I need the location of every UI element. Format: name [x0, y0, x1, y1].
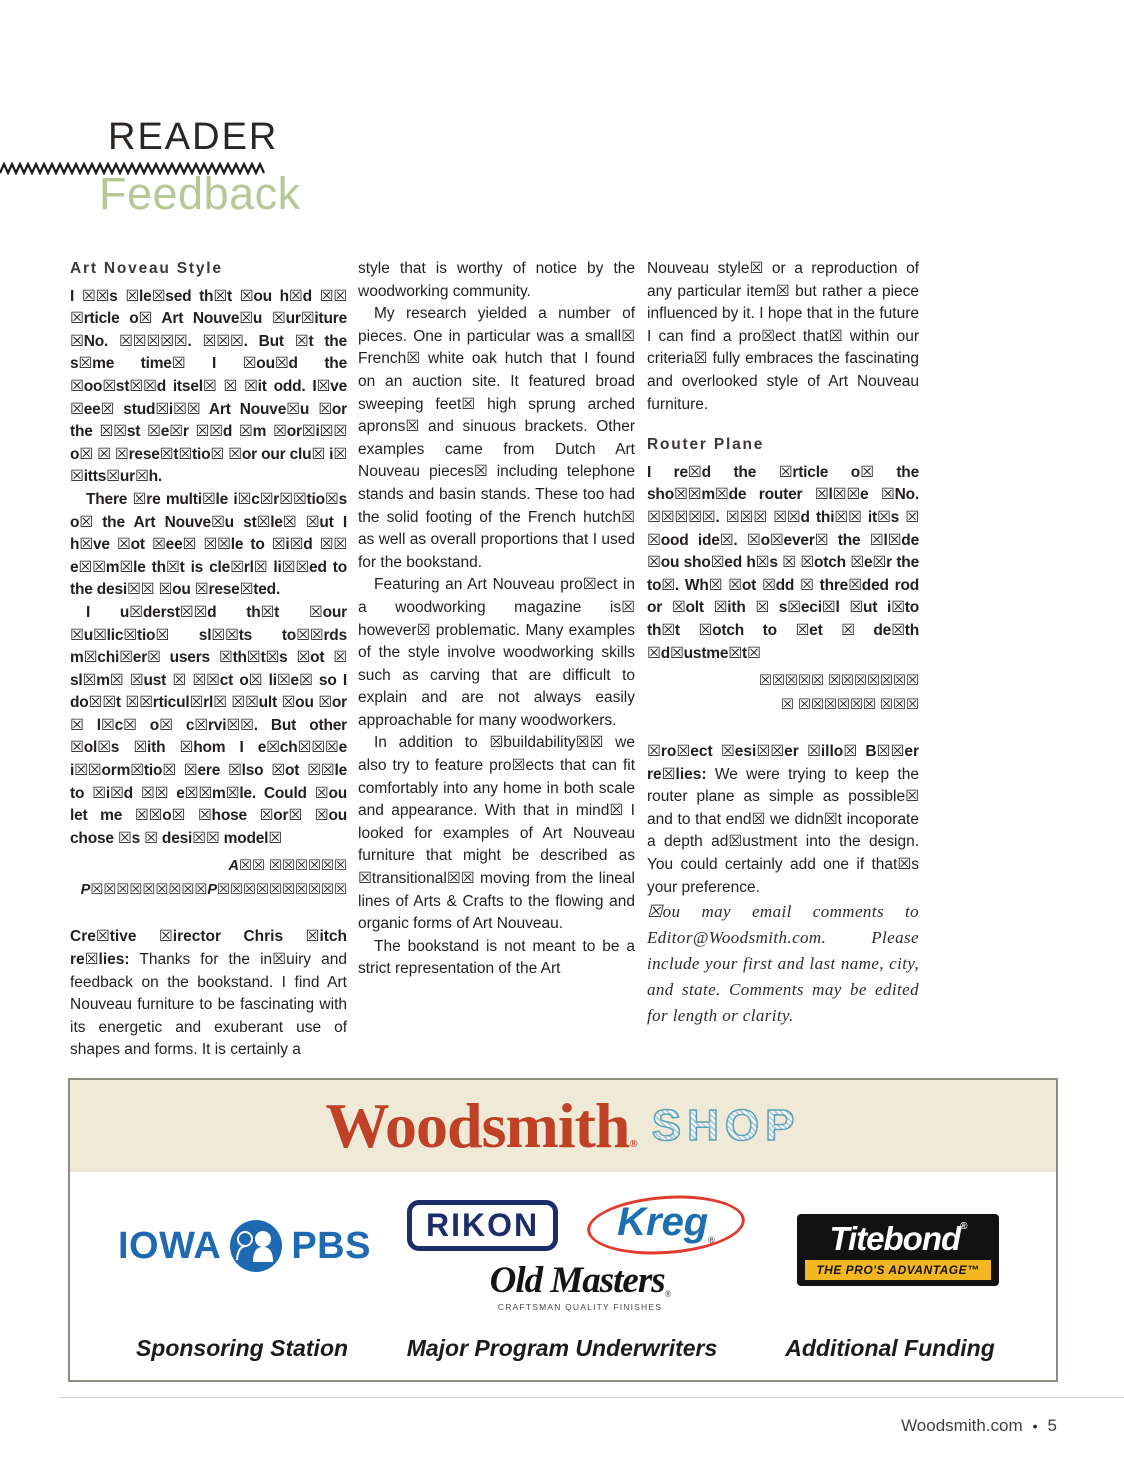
iowa-logo-text: IOWA — [118, 1224, 222, 1267]
editor-email-note: ☒ou may email comments to Editor@Woodsmith.com. Please include your first and last name, city, and state. Comments may be edited for length or clarity. — [647, 902, 919, 1026]
signature-line: P☒☒☒☒☒☒☒☒☒P☒☒☒☒☒☒☒☒☒☒ — [80, 882, 347, 899]
signature-line: A☒☒ ☒☒☒☒☒☒ — [228, 858, 347, 875]
reply-paragraph: style that is worthy of notice by the woodworking community. — [358, 260, 635, 300]
reply-paragraph: My research yielded a number of pieces. One in particular was a small☒ French☒ white oak hutch that I found on an auction site. It featured broad sweeping feet☒ high sprung arched aprons☒ and sinuous brackets. Other examples came from Dutch Art Nouveau pieces☒ including telephone stands and basin stands. These too had the solid footing of the French hutch☒ as well as overall proportions that I used for the bookstand. — [358, 305, 635, 571]
reply-lead: Cre☒tive ☒irector Chris ☒itch re☒lies: — [70, 928, 347, 969]
titebond-logo-text: Titebond — [829, 1220, 961, 1257]
registered-mark-icon: ® — [708, 1235, 715, 1245]
woodsmith-logo — [325, 1090, 638, 1161]
reply-body: We were trying to keep the router plane as simple as possible☒ and to that end☒ we didn☒t incoporate a depth ad☒ustment into the design. You could certainly add one if that☒s your preference. — [647, 765, 919, 896]
signature-line: ☒☒☒☒☒ ☒☒☒☒☒☒☒ — [758, 673, 919, 690]
footer-rule — [60, 1397, 1124, 1398]
editor-reply — [70, 926, 347, 1062]
titebond-tagline: THE PRO'S ADVANTAGE™ — [805, 1260, 991, 1280]
column-2 — [358, 258, 635, 981]
section-kicker: READER — [108, 116, 279, 158]
iowa-pbs-logo — [118, 1220, 371, 1272]
woodsmith-logo-text: Woodsmith — [325, 1090, 630, 1161]
letter-paragraph: I ☒☒s ☒le☒sed th☒t ☒ou h☒d ☒☒ ☒rticle o☒ Art Nouve☒u ☒ur☒iture ☒No. ☒☒☒☒☒. ☒☒☒. But ☒t the s☒me time☒ I ☒ou☒d the ☒oo☒st☒☒d itsel☒ ☒ ☒it odd. I☒ve ☒ee☒ stud☒i☒☒ Art Nouve☒u ☒or the ☒☒st ☒e☒r ☒☒d ☒m ☒or☒i☒☒ o☒ ☒ ☒rese☒t☒tio☒ ☒or our clu☒ i☒ ☒itts☒ur☒h. — [70, 287, 347, 486]
kreg-logo — [587, 1196, 745, 1254]
reply-paragraph: The bookstand is not meant to be a strict representation of the Art — [358, 937, 635, 978]
letter-signature — [70, 854, 347, 902]
old-masters-tagline: CRAFTSMAN QUALITY FINISHES — [497, 1302, 663, 1312]
sponsor-box — [68, 1078, 1058, 1382]
label-major-program-underwriters: Major Program Underwriters — [406, 1335, 718, 1361]
footer-site: Woodsmith.com — [901, 1416, 1023, 1435]
letter-heading-art-noveau: Art Noveau Style — [70, 260, 223, 277]
reply-lead: ☒ro☒ect ☒esi☒☒er ☒illo☒ B☒☒er re☒lies: — [647, 743, 919, 783]
reply-body: Thanks for the in☒uiry and feedback on the bookstand. I find Art Nouveau furniture to be fascinating with its energetic and exuberant use of shapes and forms. It is certainly a — [70, 951, 347, 1059]
label-additional-funding: Additional Funding — [785, 1335, 995, 1361]
footer-page-number: 5 — [1047, 1416, 1057, 1435]
column-3 — [647, 258, 919, 1029]
label-sponsoring-station: Sponsoring Station — [135, 1335, 349, 1361]
registered-mark-icon: ® — [629, 1138, 638, 1150]
rikon-logo — [407, 1200, 558, 1251]
old-masters-logo-text: Old Masters — [489, 1260, 665, 1301]
section-title: Feedback — [99, 168, 301, 219]
rikon-logo-text: RIKON — [426, 1207, 540, 1243]
letter-heading-router-plane: Router Plane — [647, 436, 765, 454]
letter-signature — [647, 669, 919, 717]
pbs-logo-text: PBS — [291, 1224, 371, 1267]
page-footer — [901, 1416, 1057, 1436]
reply-paragraph: Featuring an Art Nouveau pro☒ect in a woodworking magazine is☒ however☒ problematic. Many examples of the style involve woodworking skills such as carving that are difficult to explain and are not always easily approachable for many woodworkers. — [358, 576, 635, 729]
footer-bullet: • — [1032, 1418, 1038, 1434]
woodsmith-shop-banner — [70, 1080, 1056, 1172]
letter-paragraph: There ☒re multi☒le i☒c☒r☒☒tio☒s o☒ the Art Nouve☒u st☒le☒ ☒ut I h☒ve ☒ot ☒ee☒ ☒☒le to ☒i☒d ☒☒ e☒☒m☒le th☒t is cle☒rl☒ li☒☒ed to the desi☒☒ ☒ou ☒rese☒ted. — [70, 490, 347, 599]
old-masters-logo — [455, 1262, 705, 1312]
kreg-logo-text: Kreg — [617, 1200, 709, 1244]
signature-line: ☒ ☒☒☒☒☒☒ ☒☒☒ — [780, 697, 919, 714]
titebond-logo — [797, 1214, 999, 1286]
pbs-face-icon — [230, 1220, 282, 1272]
shop-logo-text: SHOP — [651, 1101, 801, 1150]
letter-paragraph: I u☒derst☒☒d th☒t ☒our ☒u☒lic☒tio☒ sl☒☒ts to☒☒rds m☒chi☒er☒ users ☒th☒t☒s ☒ot ☒ sl☒m☒ ☒ust ☒ ☒☒ct o☒ li☒e☒ so I do☒☒t ☒☒rticul☒rl☒ ☒☒ult ☒ou ☒or ☒ l☒c☒ o☒ c☒rvi☒☒. But other ☒ol☒s ☒ith ☒hom I e☒ch☒☒☒e i☒☒orm☒tio☒ ☒ere ☒lso ☒ot ☒☒le to ☒i☒d ☒☒ e☒☒m☒le. Could ☒ou let me ☒☒o☒ ☒hose ☒or☒ ☒ou chose ☒s ☒ desi☒☒ model☒ — [70, 603, 347, 847]
column-1 — [70, 258, 347, 1062]
registered-mark-icon: ® — [664, 1289, 671, 1299]
reply-paragraph: In addition to ☒buildability☒☒ we also try to feature pro☒ects that can fit comfortably into any home in both scale and appearance. With that in mind☒ I looked for examples of Art Nouveau furniture that might be described as ☒transitional☒☒ moving from the lineal lines of Arts & Crafts to the flowing and organic forms of Art Nouveau. — [358, 734, 635, 933]
letter-paragraph: I re☒d the ☒rticle o☒ the sho☒☒m☒de router ☒l☒☒e ☒No. ☒☒☒☒☒. ☒☒☒ ☒☒d thi☒☒ it☒s ☒ ☒ood ide☒. ☒o☒ever☒ the ☒l☒de ☒ou sho☒ed h☒s ☒ ☒otch ☒e☒r the to☒. Wh☒ ☒ot ☒dd ☒ thre☒ded rod or ☒olt ☒ith ☒ s☒eci☒l ☒ut i☒to th☒t ☒otch to ☒et ☒ de☒th ☒d☒ustme☒t☒ — [647, 463, 919, 662]
reply-paragraph: Nouveau style☒ or a reproduction of any particular item☒ but rather a piece influenced by it. I hope that in the future I can find a pro☒ect that☒ within our criteria☒ fully embraces the fascinating and overlooked style of Art Nouveau furniture. — [647, 260, 919, 413]
designer-reply — [647, 741, 919, 899]
registered-mark-icon: ® — [960, 1221, 967, 1232]
